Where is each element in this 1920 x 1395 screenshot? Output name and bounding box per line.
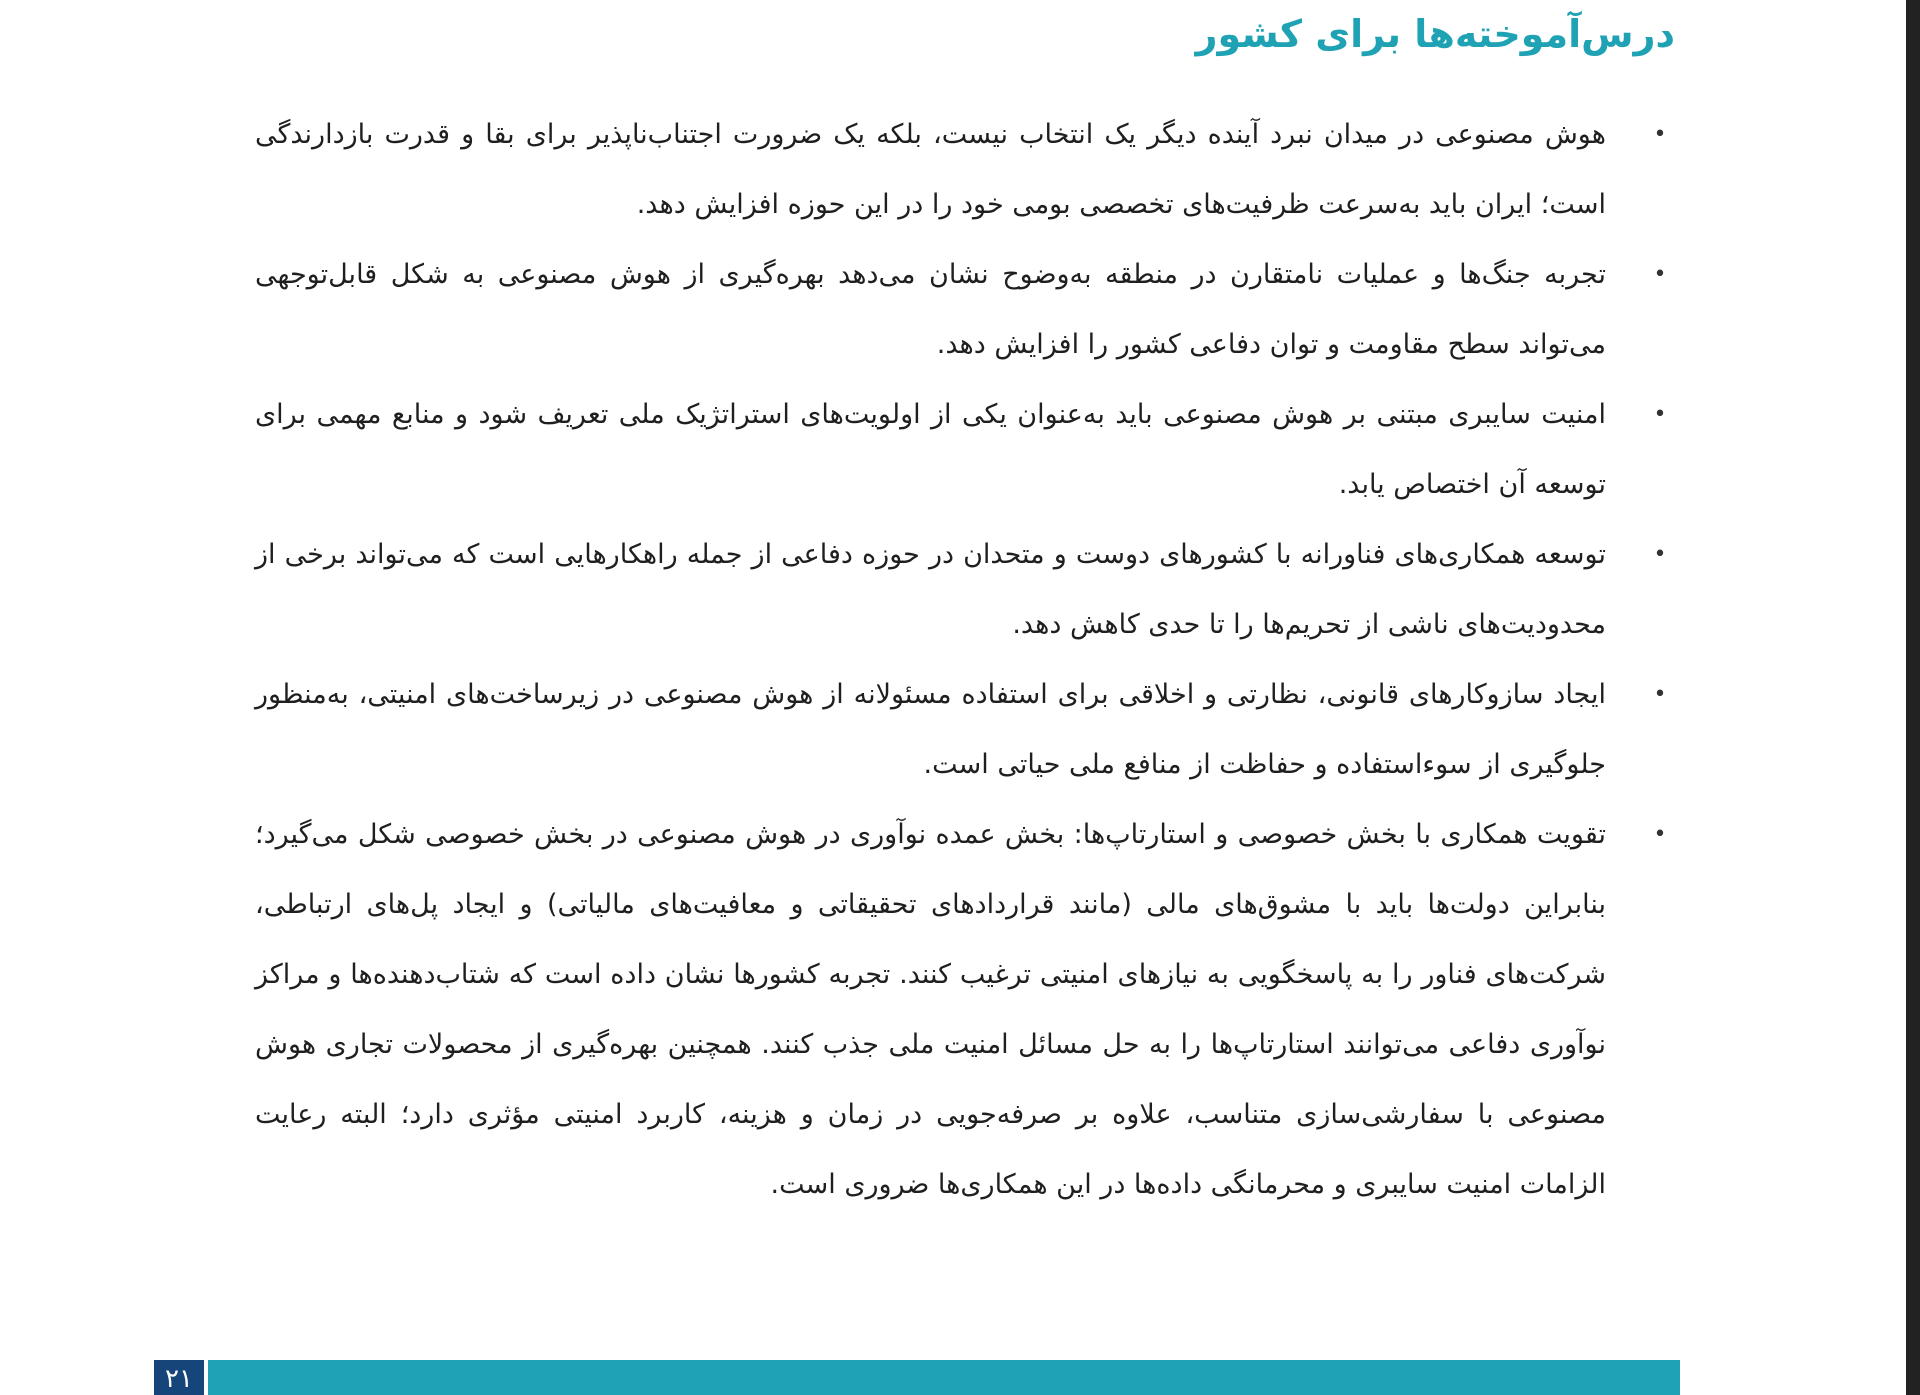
list-item [255, 380, 1670, 520]
bullet-icon: • [1653, 822, 1667, 847]
list-item-text: توسعه همکاری‌های فناورانه با کشورهای دوست و متحدان در حوزه دفاعی از جمله راهکارهایی است که می‌تواند برخی از محدودیت‌های ناشی از تحریم‌ها را تا حدی کاهش دهد. [255, 539, 1606, 640]
viewer-edge [1906, 0, 1920, 1395]
list-item [255, 800, 1670, 1220]
footer-bar [208, 1360, 1680, 1395]
list-item [255, 660, 1670, 800]
list-item [255, 520, 1670, 660]
list-item-text: تقویت همکاری با بخش خصوصی و استارتاپ‌ها: بخش عمده نوآوری در هوش مصنوعی در بخش خصوصی شکل می‌گیرد؛ بنابراین دولت‌ها باید با مشوق‌های مالی (مانند قراردادهای تحقیقاتی و معافیت‌های مالیاتی) و ایجاد پل‌های ارتباطی، شرکت‌های فناور را به پاسخگویی به نیازهای امنیتی ترغیب کنند. تجربه کشورها نشان داده است که شتاب‌دهنده‌ها و مراکز نوآوری دفاعی می‌توانند استارتاپ‌ها را به حل مسائل امنیت ملی جذب کنند. همچنین بهره‌گیری از محصولات تجاری هوش مصنوعی با سفارشی‌سازی متناسب، علاوه بر صرفه‌جویی در زمان و هزینه، کاربرد امنیتی مؤثری دارد؛ البته رعایت الزامات امنیت سایبری و محرمانگی داده‌ها در این همکاری‌ها ضروری است. [255, 819, 1606, 1200]
list-item-text: امنیت سایبری مبتنی بر هوش مصنوعی باید به‌عنوان یکی از اولویت‌های استراتژیک ملی تعریف شود و منابع مهمی برای توسعه آن اختصاص یابد. [255, 399, 1606, 500]
lessons-list [255, 100, 1670, 1220]
list-item-text: هوش مصنوعی در میدان نبرد آینده دیگر یک انتخاب نیست، بلکه یک ضرورت اجتناب‌ناپذیر برای بقا و قدرت بازدارندگی است؛ ایران باید به‌سرعت ظرفیت‌های تخصصی بومی خود را در این حوزه افزایش دهد. [255, 119, 1606, 220]
bullet-icon: • [1653, 682, 1667, 707]
list-item-text: تجربه جنگ‌ها و عملیات نامتقارن در منطقه به‌وضوح نشان می‌دهد بهره‌گیری از هوش مصنوعی به شکل قابل‌توجهی می‌تواند سطح مقاومت و توان دفاعی کشور را افزایش دهد. [255, 259, 1606, 360]
list-item [255, 100, 1670, 240]
page-title: درس‌آموخته‌ها برای کشور [1195, 12, 1675, 56]
bullet-icon: • [1653, 122, 1667, 147]
bullet-icon: • [1653, 542, 1667, 567]
list-item [255, 240, 1670, 380]
bullet-icon: • [1653, 262, 1667, 287]
bullet-icon: • [1653, 402, 1667, 427]
list-item-text: ایجاد سازوکارهای قانونی، نظارتی و اخلاقی برای استفاده مسئولانه از هوش مصنوعی در زیرساخت‌های امنیتی، به‌منظور جلوگیری از سوءاستفاده و حفاظت از منافع ملی حیاتی است. [255, 679, 1606, 780]
page-number: ۲۱ [154, 1360, 204, 1395]
